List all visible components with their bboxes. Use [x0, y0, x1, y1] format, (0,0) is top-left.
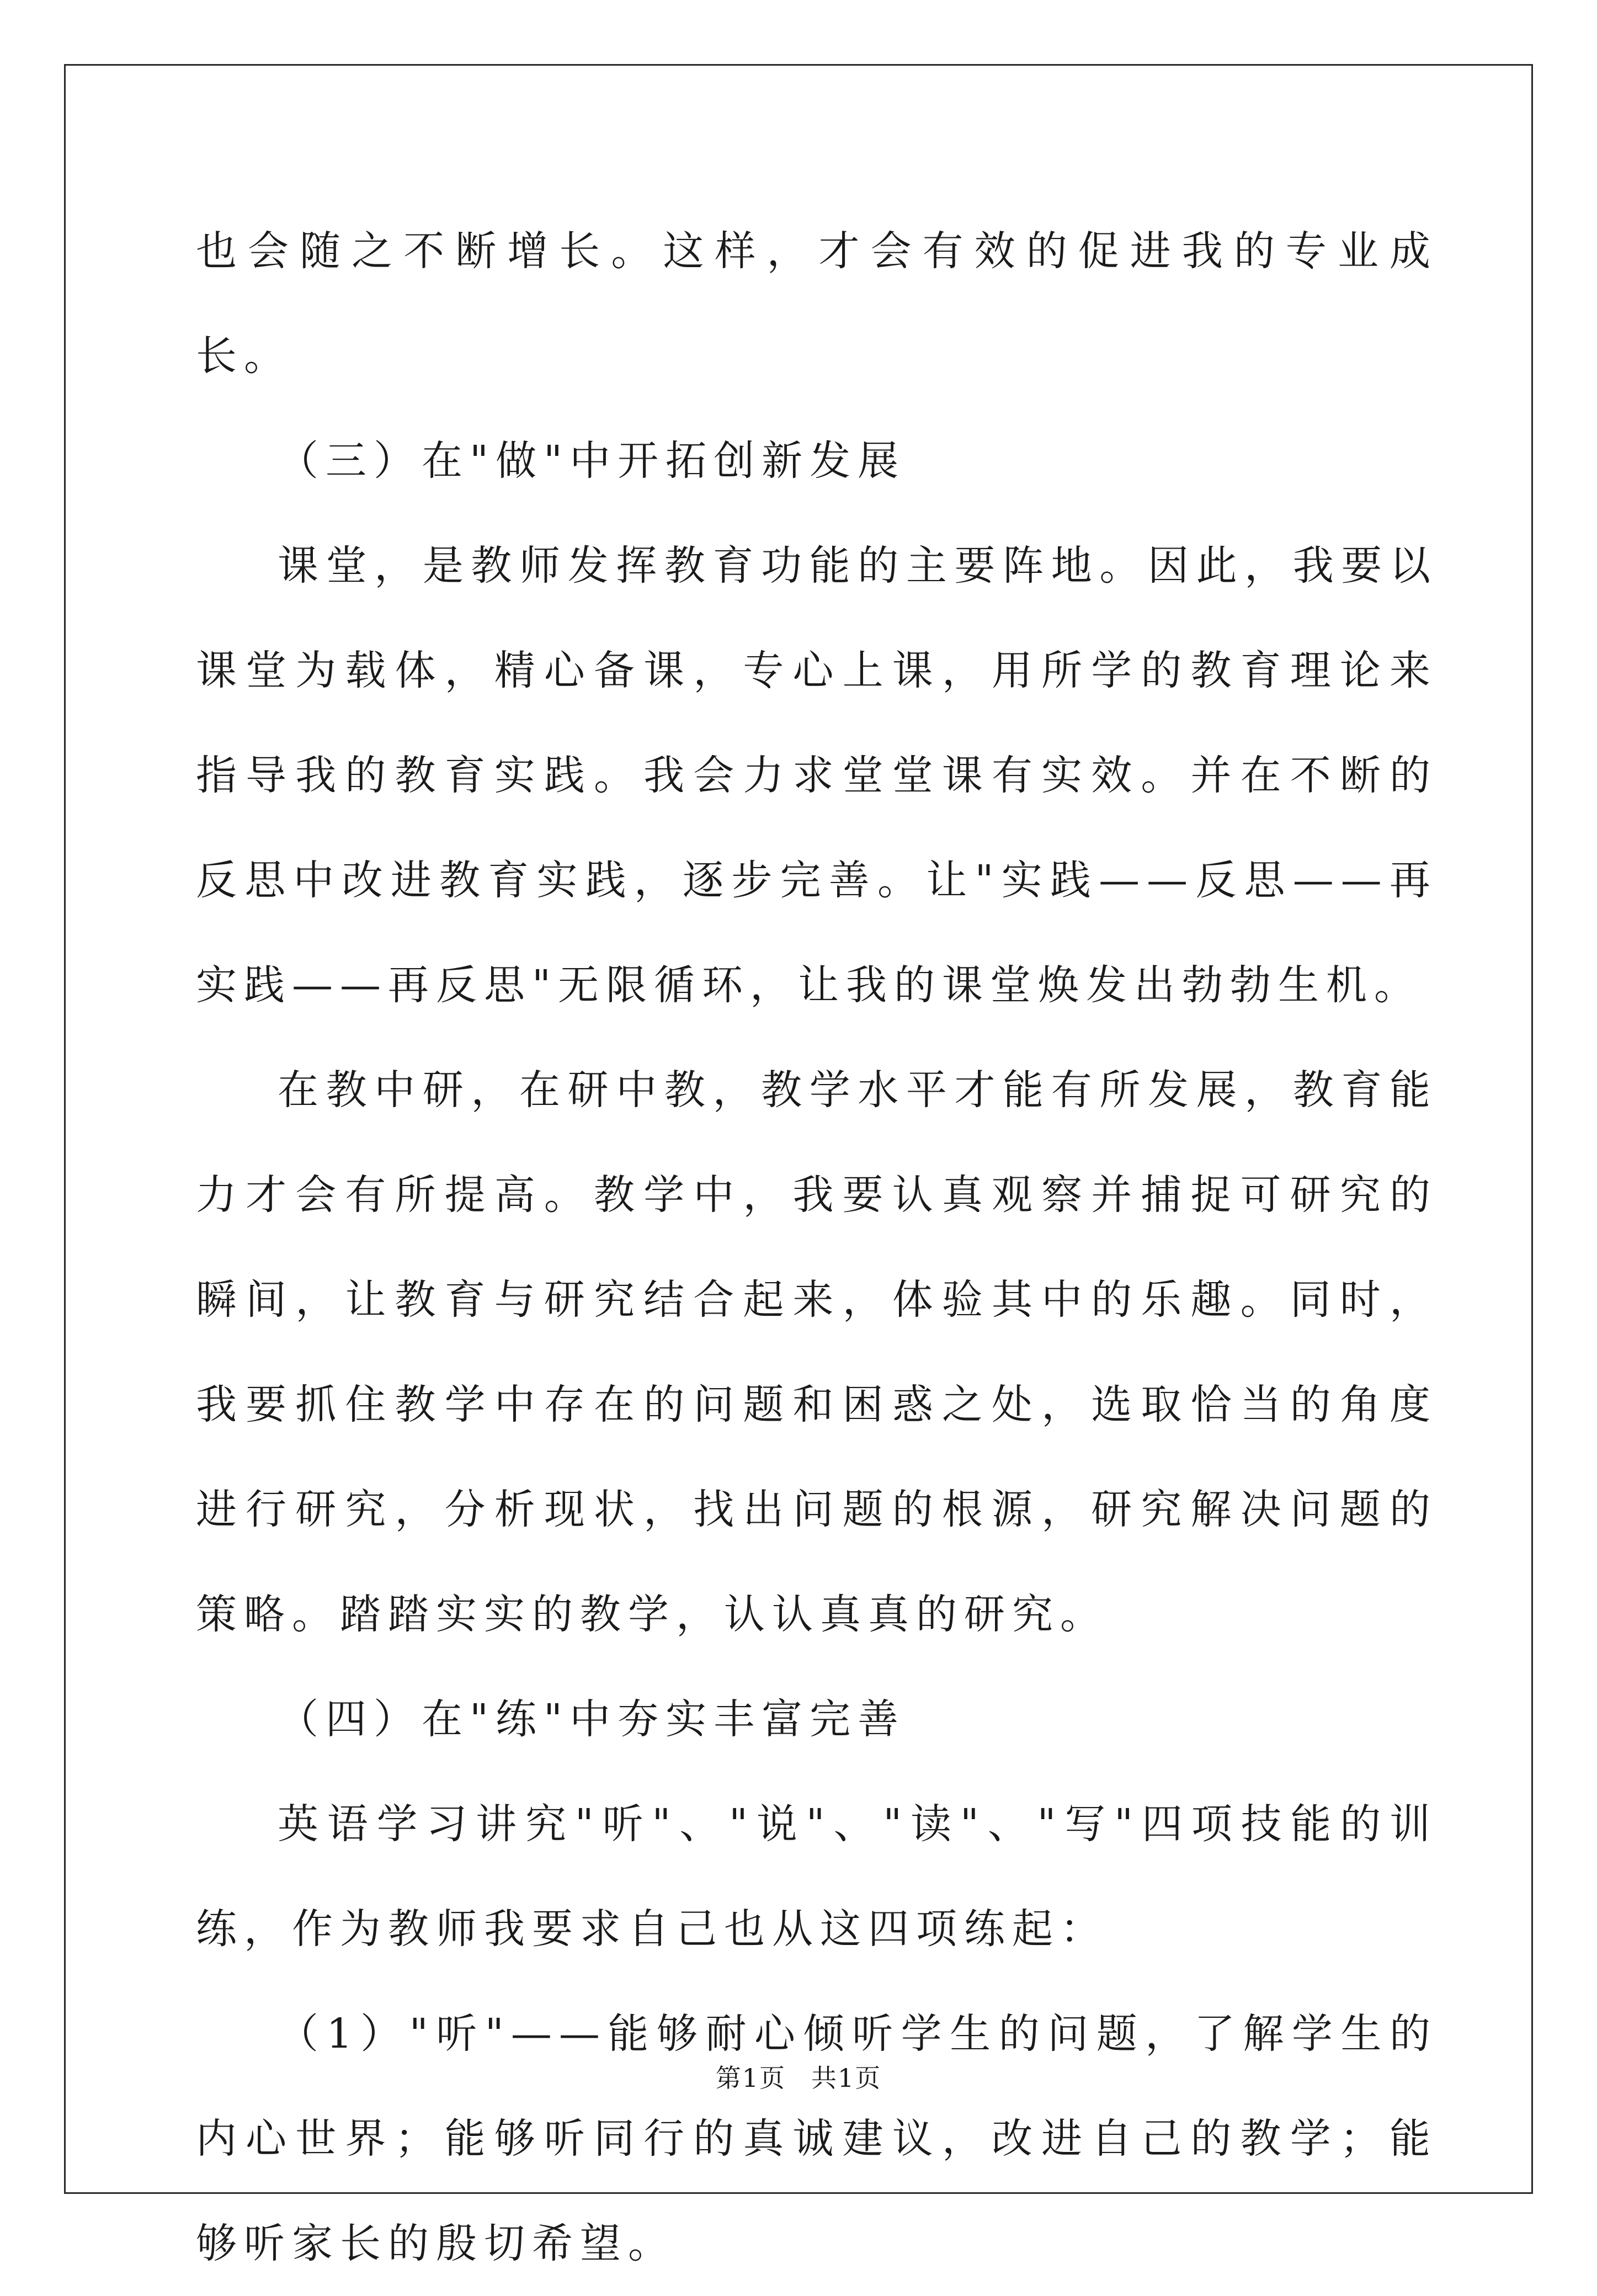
paragraph: 在教中研，在研中教，教学水平才能有所发展，教育能力才会有所提高。教学中，我要认真观察并捕捉可研究的瞬间，让教育与研究结合起来，体验其中的乐趣。同时，我要抓住教学中存在的问题和困惑之处，选取恰当的角度进行研究，分析现状，找出问题的根源，研究解决问题的策略。踏踏实实的教学，认认真真的研究。 [196, 1066, 1438, 1638]
page-number-current: 第1页 [715, 2063, 786, 2093]
page-footer [0, 2061, 1597, 2095]
section-heading: （三）在"做"中开拓创新发展 [278, 437, 906, 485]
paragraph: 课堂，是教师发挥教育功能的主要阵地。因此，我要以课堂为载体，精心备课，专心上课，用所学的教育理论来指导我的教育实践。我会力求堂堂课有实效。并在不断的反思中改进教育实践，逐步完善。让"实践——反思——再实践——再反思"无限循环，让我的课堂焕发出勃勃生机。 [196, 542, 1438, 1009]
section-heading: （四）在"练"中夯实丰富完善 [278, 1696, 906, 1743]
page-number-total: 共1页 [811, 2063, 882, 2093]
document-body [196, 199, 1438, 2296]
paragraph: 也会随之不断增长。这样，才会有效的促进我的专业成长。 [196, 227, 1438, 380]
paragraph: （1）"听"——能够耐心倾听学生的问题，了解学生的内心世界；能够听同行的真诚建议，改进自己的教学；能够听家长的殷切希望。 [196, 2010, 1438, 2267]
paragraph: 英语学习讲究"听"、"说"、"读"、"写"四项技能的训练，作为教师我要求自己也从这四项练起： [196, 1800, 1438, 1953]
